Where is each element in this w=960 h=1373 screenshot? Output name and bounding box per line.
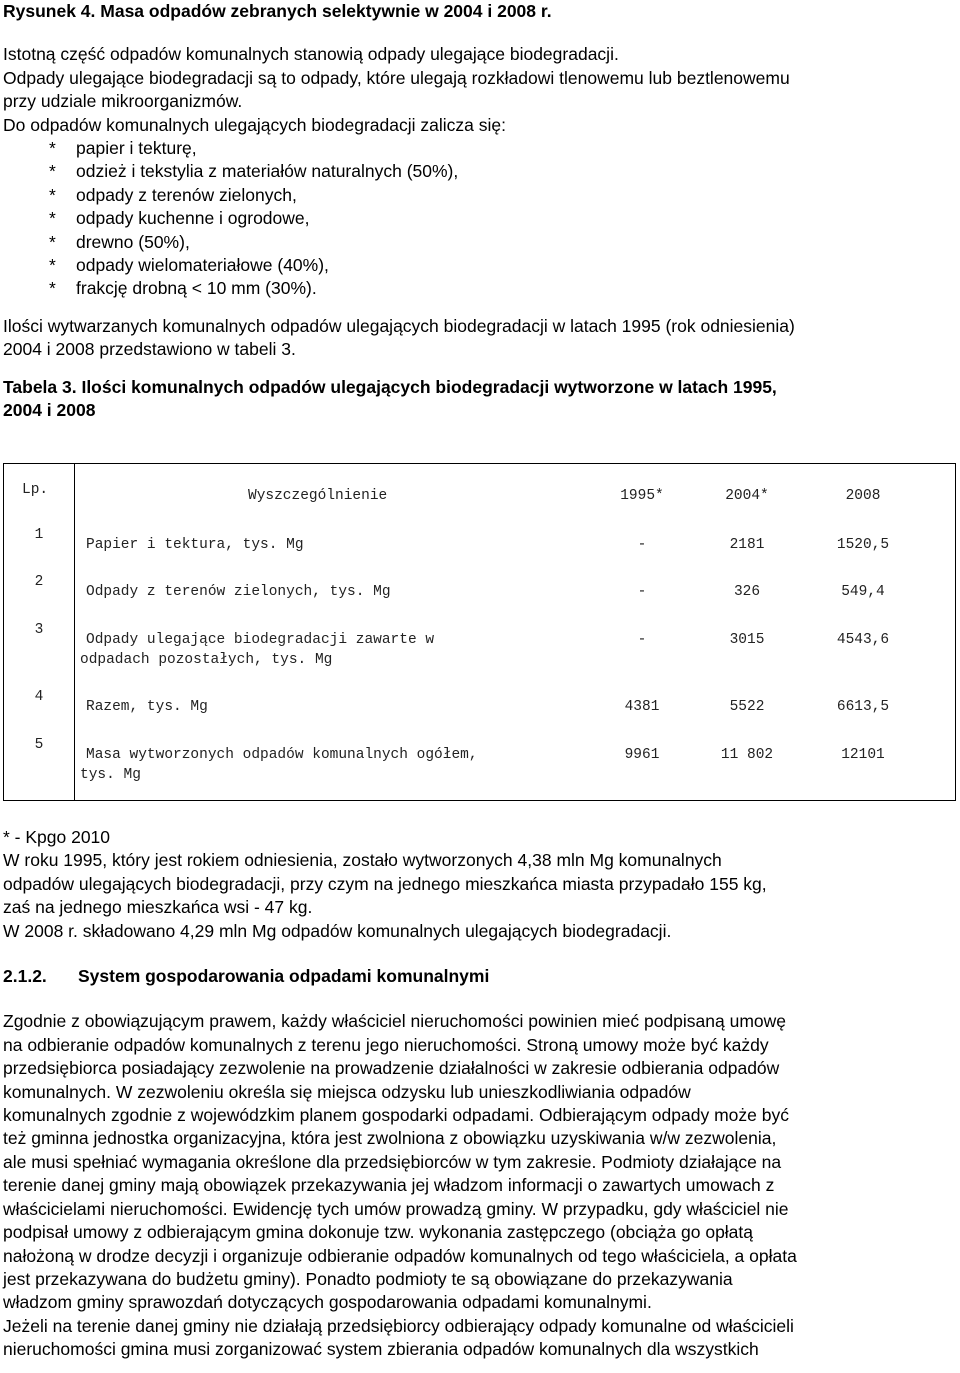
intro-line: przy udziale mikroorganizmów. <box>3 91 243 112</box>
intro-line: Istotną część odpadów komunalnych stanowią odpady ulegające biodegradacji. <box>3 44 619 65</box>
bullet-marker: * <box>49 278 56 299</box>
list-item: * papier i tekturę, <box>3 137 957 160</box>
summary-line: zaś na jednego mieszkańca wsi - 47 kg. <box>3 897 313 918</box>
summary-line: W roku 1995, który jest rokiem odniesienia, zostało wytworzonych 4,38 mln Mg komunalnych <box>3 850 722 871</box>
row-desc: Papier i tektura, tys. Mg <box>86 537 304 553</box>
row-2008: 4543,6 <box>836 632 890 648</box>
list-item: * frakcję drobną < 10 mm (30%). <box>3 277 957 300</box>
header-lp: Lp. <box>22 482 49 498</box>
bullet-marker: * <box>49 231 56 252</box>
row-2008: 6613,5 <box>836 699 890 715</box>
footnote: * - Kpgo 2010 <box>3 827 111 847</box>
header-desc: Wyszczególnienie <box>248 488 388 504</box>
list-item: * drewno (50%), <box>3 231 957 254</box>
table-divider <box>74 464 75 800</box>
row-2004: 3015 <box>729 632 765 648</box>
row-2004: 2181 <box>729 537 765 553</box>
body-line: Zgodnie z obowiązującym prawem, każdy właściciel nieruchomości powinien mieć podpisaną umowę <box>3 1011 787 1032</box>
row-2004: 5522 <box>729 699 765 715</box>
bullet-marker: * <box>49 184 56 205</box>
row-1995: - <box>637 584 647 600</box>
list-item: * odzież i tekstylia z materiałów naturalnych (50%), <box>3 160 957 183</box>
list-item: * odpady kuchenne i ogrodowe, <box>3 207 957 230</box>
after-table-section <box>3 826 957 1362</box>
row-2004: 326 <box>733 584 761 600</box>
row-desc: Odpady ulegające biodegradacji zawarte w <box>86 632 435 648</box>
row-desc: Razem, tys. Mg <box>86 699 208 715</box>
table-caption: 2004 i 2008 <box>3 400 96 421</box>
bullet-marker: * <box>49 138 56 159</box>
bullet-marker: * <box>49 255 56 276</box>
intro-line: Odpady ulegające biodegradacji są to odpady, które ulegają rozkładowi tlenowemu lub beztlenowemu <box>3 67 790 88</box>
row-1995: - <box>637 537 647 553</box>
row-2008: 12101 <box>841 747 885 763</box>
body-line: właścicielami nieruchomości. Ewidencję tych umów prowadzą gminy. W przypadku, gdy właściciel nie <box>3 1198 789 1219</box>
row-lp: 3 <box>34 622 44 638</box>
row-2008: 1520,5 <box>836 537 890 553</box>
figure-caption: Rysunek 4. Masa odpadów zebranych selektywnie w 2004 i 2008 r. <box>3 1 552 21</box>
body-line: władzom gminy sprawozdań dotyczących gospodarowania odpadami komunalnymi. <box>3 1292 652 1313</box>
row-lp: 4 <box>34 689 44 705</box>
body-line: też gminna jednostka organizacyjna, która jest zwolniona z obowiązku uzyskiwania w/w zezwolenia, <box>3 1128 777 1149</box>
intro-line: Do odpadów komunalnych ulegających biodegradacji zalicza się: <box>3 114 506 135</box>
row-1995: 9961 <box>624 747 660 763</box>
row-2008: 549,4 <box>841 584 885 600</box>
summary-line: odpadów ulegających biodegradacji, przy czym na jednego mieszkańca miasta przypadało 155 kg, <box>3 873 767 894</box>
row-desc: tys. Mg <box>80 767 141 783</box>
list-item: * odpady wielomateriałowe (40%), <box>3 254 957 277</box>
body-line: terenie danej gminy mają obowiązek przekazywania jej władzom informacji o zawartych umowach z <box>3 1175 775 1196</box>
quantities-line: 2004 i 2008 przedstawiono w tabeli 3. <box>3 339 296 360</box>
table-caption: Tabela 3. Ilości komunalnych odpadów ulegających biodegradacji wytworzone w latach 1995, <box>3 376 777 397</box>
row-desc: Masa wytworzonych odpadów komunalnych ogółem, <box>86 747 478 763</box>
row-1995: 4381 <box>624 699 660 715</box>
row-lp: 1 <box>34 527 44 543</box>
row-2004: 11 802 <box>720 747 774 763</box>
body-line: komunalnych zgodnie z wojewódzkim planem gospodarki odpadami. Odbierającym odpady może być <box>3 1105 789 1126</box>
header-2004: 2004* <box>725 488 769 504</box>
body-line: ale musi spełniać wymagania określone dla przedsiębiorców w tym zakresie. Podmioty działające na <box>3 1151 782 1172</box>
section-body <box>3 1010 957 1361</box>
row-desc: odpadach pozostałych, tys. Mg <box>80 652 333 668</box>
header-1995: 1995* <box>620 488 664 504</box>
body-line: na odbieranie odpadów komunalnych z terenu jego nieruchomości. Stroną umowy może być każdy <box>3 1034 769 1055</box>
body-line: nieruchomości gmina musi zorganizować system zbierania odpadów komunalnych dla wszystkich <box>3 1339 759 1360</box>
document-page <box>3 0 957 423</box>
body-line: nałożoną w drodze decyzji i organizuje odbieranie odpadów komunalnych od tego właściciela, a opłata <box>3 1245 797 1266</box>
summary-line: W 2008 r. składowano 4,29 mln Mg odpadów komunalnych ulegających biodegradacji. <box>3 920 672 941</box>
header-2008: 2008 <box>845 488 881 504</box>
row-lp: 2 <box>34 574 44 590</box>
body-line: podpisał umowy z odbierającym gmina dokonuje tzw. wykonania zastępczego (obciąża go opłatą <box>3 1222 754 1243</box>
data-table <box>3 463 956 801</box>
section-title: System gospodarowania odpadami komunalnymi <box>78 966 490 987</box>
body-line: Jeżeli na terenie danej gminy nie działają przedsiębiorcy odbierający odpady komunalne od właścicieli <box>3 1315 794 1336</box>
bullet-marker: * <box>49 161 56 182</box>
row-lp: 5 <box>34 737 44 753</box>
section-number: 2.1.2. <box>3 966 47 987</box>
body-line: przedsiębiorca posiadający zezwolenie na prowadzenie działalności w zakresie odbierania odpadów <box>3 1058 780 1079</box>
quantities-line: Ilości wytwarzanych komunalnych odpadów ulegających biodegradacji w latach 1995 (rok odniesienia) <box>3 315 795 336</box>
list-item: * odpady z terenów zielonych, <box>3 184 957 207</box>
row-desc: Odpady z terenów zielonych, tys. Mg <box>86 584 391 600</box>
body-line: komunalnych. W zezwoleniu określa się miejsca odzysku lub unieszkodliwiania odpadów <box>3 1081 691 1102</box>
bullet-list <box>3 137 957 301</box>
section-heading <box>3 965 957 988</box>
bullet-marker: * <box>49 208 56 229</box>
row-1995: - <box>637 632 647 648</box>
body-line: jest przekazywana do budżetu gminy). Ponadto podmioty te są obowiązane do przekazywania <box>3 1268 733 1289</box>
